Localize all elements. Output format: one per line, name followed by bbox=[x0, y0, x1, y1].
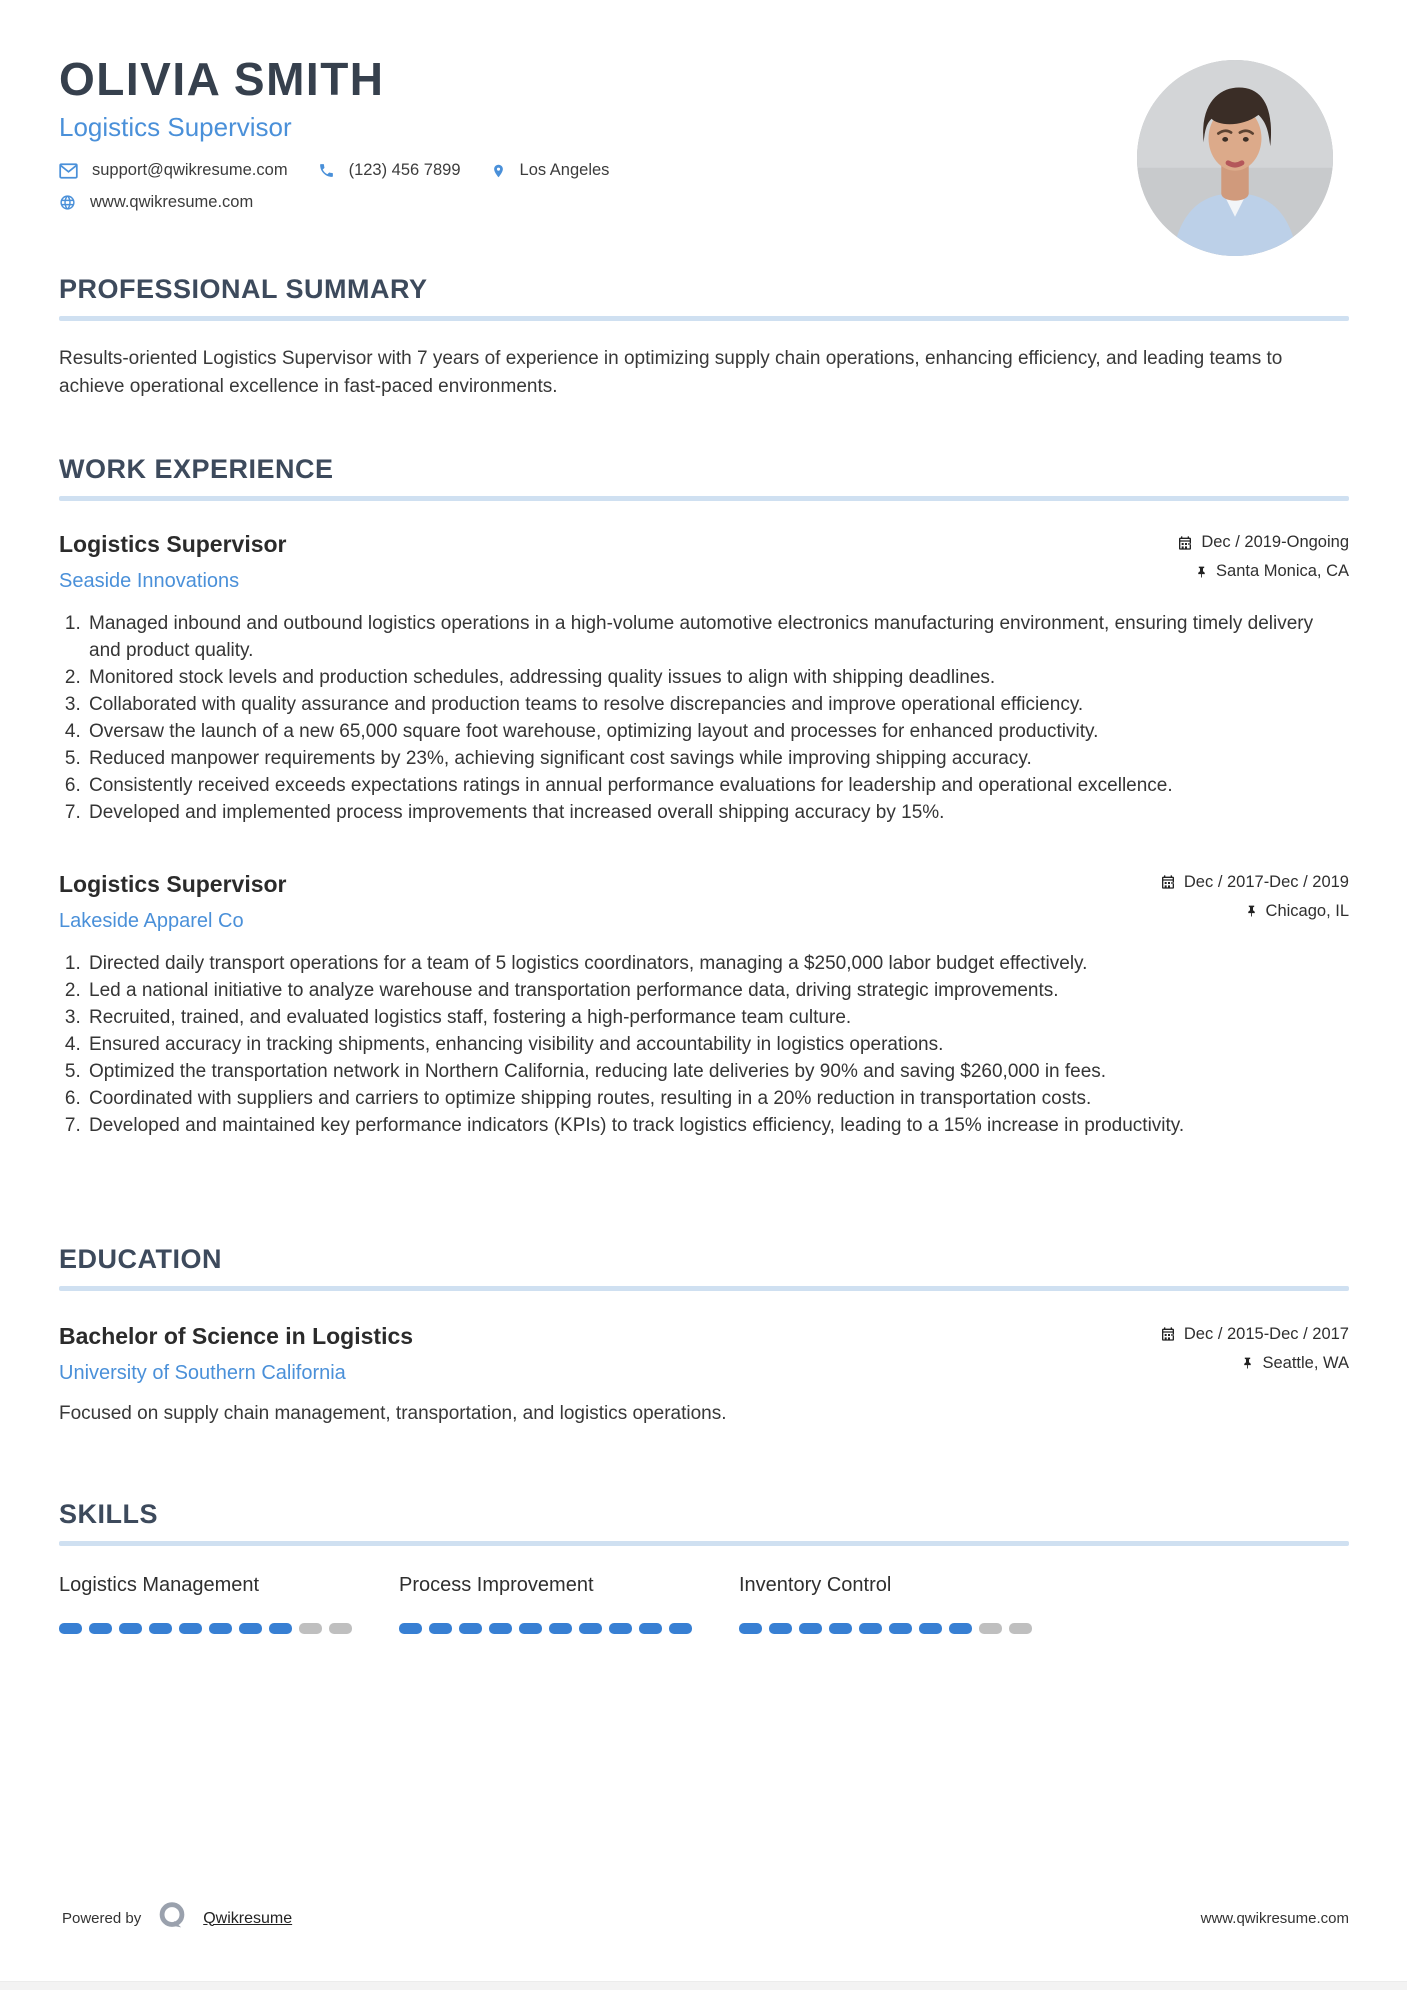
skill-dash bbox=[519, 1623, 542, 1634]
section-professional-summary bbox=[0, 274, 1407, 400]
job-bullet: 1. Managed inbound and outbound logistics operations in a high-volume automotive electronics manufacturing environment, ensuring timely delivery and product quality. bbox=[86, 611, 1349, 665]
skill-level-bar bbox=[739, 1623, 1079, 1634]
footer-website: www.qwikresume.com bbox=[1200, 1910, 1349, 1927]
skill-dash bbox=[639, 1623, 662, 1634]
job-bullet: 6. Coordinated with suppliers and carriers to optimize shipping routes, resulting in a 20% reduction in transportation costs. bbox=[86, 1086, 1349, 1113]
job-entry-header bbox=[59, 531, 1349, 593]
contact-phone bbox=[318, 161, 461, 180]
job-location bbox=[1195, 562, 1349, 581]
section-skills bbox=[0, 1499, 1407, 1634]
section-education bbox=[0, 1244, 1407, 1425]
job-dates bbox=[1177, 533, 1349, 552]
skill-dash bbox=[399, 1623, 422, 1634]
job-location-text: Santa Monica, CA bbox=[1216, 562, 1349, 581]
skill-dash bbox=[89, 1623, 112, 1634]
skill-dash bbox=[1009, 1623, 1032, 1634]
job-bullet: 2. Led a national initiative to analyze warehouse and transportation performance data, driving strategic improvements. bbox=[86, 978, 1349, 1005]
skill-dash bbox=[299, 1623, 322, 1634]
skill-dash bbox=[739, 1623, 762, 1634]
education-entry bbox=[59, 1323, 1349, 1385]
job-entry-left bbox=[59, 531, 287, 593]
skill-dash bbox=[209, 1623, 232, 1634]
job-bullet: 4. Ensured accuracy in tracking shipments, enhancing visibility and accountability in logistics operations. bbox=[86, 1032, 1349, 1059]
job-bullet: 4. Oversaw the launch of a new 65,000 square foot warehouse, optimizing layout and processes for enhanced productivity. bbox=[86, 719, 1349, 746]
job-company: Seaside Innovations bbox=[59, 570, 240, 593]
job-bullet-list bbox=[59, 611, 1349, 827]
skill-item bbox=[739, 1574, 1079, 1634]
education-location bbox=[1241, 1354, 1349, 1373]
job-bullet: 6. Consistently received exceeds expectations ratings in annual performance evaluations for leadership and operational excellence. bbox=[86, 773, 1349, 800]
contact-email bbox=[59, 161, 288, 180]
skill-dash bbox=[769, 1623, 792, 1634]
skill-item bbox=[59, 1574, 399, 1634]
education-degree: Bachelor of Science in Logistics bbox=[59, 1322, 414, 1349]
education-dates bbox=[1160, 1325, 1349, 1344]
section-divider bbox=[59, 1286, 1349, 1291]
education-location-text: Seattle, WA bbox=[1262, 1353, 1349, 1372]
summary-heading: PROFESSIONAL SUMMARY bbox=[59, 274, 428, 304]
contact-location bbox=[491, 161, 610, 180]
skill-dash bbox=[239, 1623, 262, 1634]
job-bullet: 7. Developed and implemented process improvements that increased overall shipping accuracy by 15%. bbox=[86, 800, 1349, 827]
contact-website-text: www.qwikresume.com bbox=[90, 193, 254, 211]
job-dates-text: Dec / 2017-Dec / 2019 bbox=[1183, 872, 1349, 891]
job-bullet: 7. Developed and maintained key performance indicators (KPIs) to track logistics efficiency, leading to a 15% increase in productivity. bbox=[86, 1113, 1349, 1140]
calendar-icon bbox=[1160, 1326, 1176, 1342]
job-entry-header bbox=[59, 871, 1349, 933]
job-entry-meta bbox=[1160, 871, 1349, 921]
summary-text: Results-oriented Logistics Supervisor with 7 years of experience in optimizing supply chain operations, enhancing efficiency, and leading teams to achieve operational excellence in fast-paced environments. bbox=[59, 348, 1283, 397]
job-bullet-list bbox=[59, 951, 1349, 1140]
skill-dash bbox=[979, 1623, 1002, 1634]
skill-dash bbox=[179, 1623, 202, 1634]
job-location bbox=[1245, 902, 1349, 921]
skill-dash bbox=[429, 1623, 452, 1634]
skill-dash bbox=[329, 1623, 352, 1634]
job-title: Logistics Supervisor bbox=[59, 531, 287, 558]
skills-list bbox=[59, 1574, 1349, 1634]
skill-name: Process Improvement bbox=[399, 1573, 594, 1596]
job-bullet: 1. Directed daily transport operations for a team of 5 logistics coordinators, managing a $250,000 labor budget effectively. bbox=[86, 951, 1349, 978]
education-left bbox=[59, 1323, 413, 1385]
person-job-title: Logistics Supervisor bbox=[59, 112, 292, 142]
contact-website bbox=[59, 193, 253, 212]
skill-level-bar bbox=[59, 1623, 399, 1634]
powered-by bbox=[62, 1899, 292, 1938]
qwikresume-brand-link[interactable]: Qwikresume bbox=[203, 1909, 293, 1927]
section-divider bbox=[59, 316, 1349, 321]
section-divider bbox=[59, 1541, 1349, 1546]
skills-heading: SKILLS bbox=[59, 1498, 159, 1529]
calendar-icon bbox=[1177, 535, 1193, 551]
skill-dash bbox=[919, 1623, 942, 1634]
pushpin-icon bbox=[1241, 1355, 1254, 1371]
education-dates-text: Dec / 2015-Dec / 2017 bbox=[1183, 1324, 1349, 1343]
page-footer bbox=[0, 1899, 1407, 1938]
job-bullet: 3. Recruited, trained, and evaluated logistics staff, fostering a high-performance team culture. bbox=[86, 1005, 1349, 1032]
skill-dash bbox=[829, 1623, 852, 1634]
pushpin-icon bbox=[1195, 564, 1208, 580]
profile-photo bbox=[1137, 60, 1333, 256]
job-dates-text: Dec / 2019-Ongoing bbox=[1201, 533, 1349, 552]
skill-dash bbox=[579, 1623, 602, 1634]
job-entry bbox=[59, 531, 1349, 827]
section-work-experience bbox=[0, 454, 1407, 1140]
skill-dash bbox=[609, 1623, 632, 1634]
bottom-strip bbox=[0, 1981, 1407, 1990]
contact-email-text: support@qwikresume.com bbox=[92, 161, 288, 179]
skill-dash bbox=[59, 1623, 82, 1634]
job-bullet: 2. Monitored stock levels and production schedules, addressing quality issues to align with shipping deadlines. bbox=[86, 665, 1349, 692]
skill-dash bbox=[949, 1623, 972, 1634]
job-entries bbox=[59, 531, 1349, 1140]
skill-dash bbox=[889, 1623, 912, 1634]
skill-dash bbox=[549, 1623, 572, 1634]
calendar-icon bbox=[1160, 874, 1176, 890]
skill-dash bbox=[669, 1623, 692, 1634]
job-dates bbox=[1160, 873, 1349, 892]
section-divider bbox=[59, 496, 1349, 501]
job-company: Lakeside Apparel Co bbox=[59, 909, 244, 932]
education-meta bbox=[1160, 1323, 1349, 1373]
skill-dash bbox=[859, 1623, 882, 1634]
skill-dash bbox=[119, 1623, 142, 1634]
skill-dash bbox=[459, 1623, 482, 1634]
job-bullet: 5. Reduced manpower requirements by 23%, achieving significant cost savings while improving shipping accuracy. bbox=[86, 746, 1349, 773]
skill-item bbox=[399, 1574, 739, 1634]
envelope-icon bbox=[59, 163, 78, 179]
job-entry bbox=[59, 871, 1349, 1140]
skill-dash bbox=[269, 1623, 292, 1634]
globe-icon bbox=[59, 194, 76, 211]
contact-phone-text: (123) 456 7899 bbox=[348, 161, 461, 179]
education-heading: EDUCATION bbox=[59, 1243, 222, 1274]
person-name: OLIVIA SMITH bbox=[59, 53, 385, 105]
work-heading: WORK EXPERIENCE bbox=[59, 454, 334, 485]
phone-icon bbox=[318, 162, 335, 179]
education-school: University of Southern California bbox=[59, 1361, 346, 1384]
pushpin-icon bbox=[1245, 903, 1258, 919]
job-entry-meta bbox=[1177, 531, 1349, 581]
powered-by-label: Powered by bbox=[62, 1910, 142, 1927]
job-bullet: 3. Collaborated with quality assurance and production teams to resolve discrepancies and improve operational efficiency. bbox=[86, 692, 1349, 719]
job-title: Logistics Supervisor bbox=[59, 870, 287, 897]
contact-location-text: Los Angeles bbox=[519, 161, 610, 179]
job-entry-left bbox=[59, 871, 287, 933]
skill-dash bbox=[799, 1623, 822, 1634]
qwikresume-q-logo bbox=[155, 1899, 189, 1938]
skill-name: Inventory Control bbox=[739, 1573, 892, 1596]
skill-dash bbox=[489, 1623, 512, 1634]
skill-dash bbox=[149, 1623, 172, 1634]
job-bullet: 5. Optimized the transportation network in Northern California, reducing late deliveries by 90% and saving $260,000 in fees. bbox=[86, 1059, 1349, 1086]
skill-level-bar bbox=[399, 1623, 739, 1634]
map-pin-icon bbox=[491, 162, 506, 180]
education-description: Focused on supply chain management, transportation, and logistics operations. bbox=[59, 1402, 727, 1424]
skill-name: Logistics Management bbox=[59, 1573, 260, 1596]
job-location-text: Chicago, IL bbox=[1265, 901, 1349, 920]
